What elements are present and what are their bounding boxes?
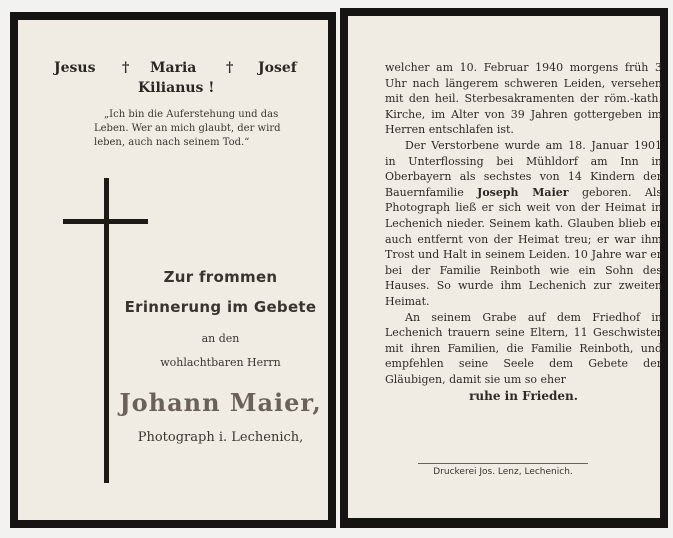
paragraph-2-text-end: geboren. Als Photograph ließ er sich weit von der Heimat in Lechenich nieder. Seinem kath. Glauben blieb er auch entfernt von der Heimat treu; er war ihm Trost und Halt in seinem Leiden. 10 Jahre war er bei der Familie Reinboth wie ein Sohn des Hauses. So wurde ihm Lechenich zur zweiten Heimat. (385, 185, 663, 308)
name-jesus: Jesus (54, 60, 96, 76)
quote-line-3: leben, auch nach seinem Tod.“ (94, 137, 250, 148)
printer-divider (418, 463, 588, 464)
cross-symbol: † (122, 60, 130, 76)
name-kilianus: Kilianus ! (138, 80, 215, 96)
memorial-line-4: wohlachtbaren Herrn (160, 356, 281, 369)
memorial-line-1: Zur frommen (163, 268, 278, 286)
printer-imprint: Druckerei Jos. Lenz, Lechenich. (433, 467, 573, 477)
left-card-page (18, 20, 328, 520)
name-josef: Josef (258, 60, 297, 76)
quote-line-1: „Ich bin die Auferstehung und das (104, 109, 279, 120)
obituary-paragraph-1: welcher am 10. Februar 1940 morgens früh 3 Uhr nach längerem schweren Leiden, versehen mit den heil. Sterbesakramenten der röm.-kath. Kirche, im Alter von 39 Jahren gottergeben im Herren entschlafen ist. (385, 61, 662, 137)
obituary-text (385, 60, 662, 405)
memorial-line-2: Erinnerung im Gebete (124, 298, 317, 316)
obituary-paragraph-3: An seinem Grabe auf dem Friedhof in Lechenich trauern seine Eltern, 11 Geschwister mit ihren Familien, die Familie Reinboth, und empfehlen seine Seele dem Gebete der Gläubigen, damit sie um so eher (385, 310, 662, 386)
quote-line-2: Leben. Wer an mich glaubt, der wird (94, 123, 281, 134)
left-card-border (10, 12, 336, 528)
name-maria: Maria (150, 60, 197, 76)
paragraph-2-text-start: Der Verstorbene wurde am 18. Januar 1901 in Unterflossing bei Mühldorf am Inn in Oberbayern als sechstes von 14 Kindern der Bauernfamilie (385, 138, 662, 199)
deceased-profession: Photograph i. Lechenich, (137, 430, 304, 445)
cross-horizontal-bar (63, 219, 148, 224)
right-card-page (348, 16, 663, 518)
cross-symbol: † (226, 60, 234, 76)
father-name: Joseph Maier (477, 185, 569, 199)
right-card-border (340, 8, 668, 528)
deceased-name: Johann Maier, (119, 388, 322, 417)
memorial-line-3: an den (201, 332, 240, 345)
closing-line: ruhe in Frieden. (469, 389, 578, 404)
obituary-paragraph-2 (385, 138, 662, 310)
